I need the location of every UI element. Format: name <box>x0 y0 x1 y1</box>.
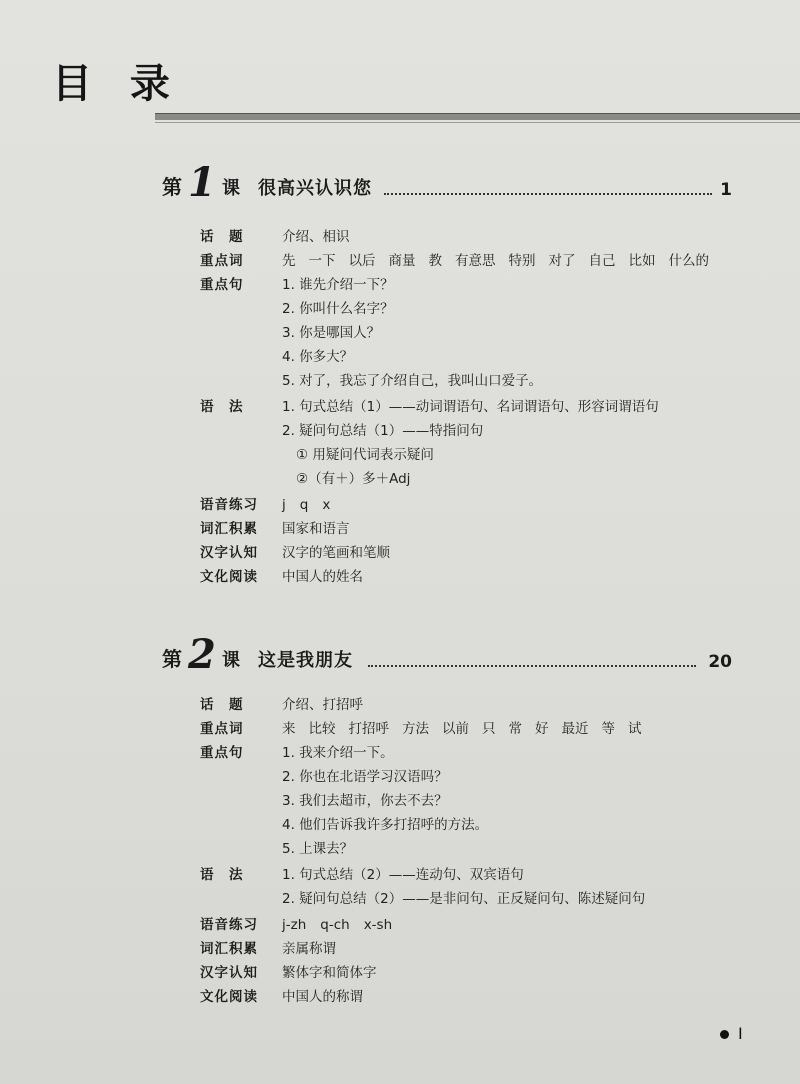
phonetics-label: 语音练习 <box>200 497 258 513</box>
vocab-label: 词汇积累 <box>200 521 258 537</box>
sentences-label: 重点句 <box>200 277 244 293</box>
page-title: 目 录 <box>52 61 182 107</box>
vocab-label: 词汇积累 <box>200 941 258 957</box>
hanzi-value: 汉字的笔画和笔顺 <box>282 545 390 561</box>
vocab-value: 国家和语言 <box>282 521 350 537</box>
phonetic-item: j <box>282 497 286 513</box>
keyword: 只 <box>482 721 496 737</box>
keyword: 以前 <box>442 721 469 737</box>
keyword: 比如 <box>628 253 656 269</box>
grammar-item: 1. 句式总结（2）——连动句、双宾语句 <box>282 867 524 883</box>
sentence: 4. 他们告诉我许多打招呼的方法。 <box>282 817 489 833</box>
lesson-number: 2 <box>188 631 216 678</box>
topic-value: 介绍、打招呼 <box>282 697 363 713</box>
sentence: 2. 你也在北语学习汉语吗？ <box>282 769 448 785</box>
sentence: 2. 你叫什么名字？ <box>282 301 394 317</box>
hanzi-label: 汉字认知 <box>200 545 258 561</box>
keyword: 方法 <box>402 721 429 737</box>
lesson-number: 1 <box>188 159 216 206</box>
phonetic-item: x <box>322 497 331 513</box>
keywords-label: 重点词 <box>200 253 244 269</box>
grammar-subitem: ②（有＋）多＋Adj <box>296 471 411 487</box>
culture-value: 中国人的称谓 <box>282 989 363 1005</box>
lesson-prefix: 第 <box>162 647 182 671</box>
vocab-value: 亲属称谓 <box>282 941 336 957</box>
grammar-item: 2. 疑问句总结（1）——特指问句 <box>282 423 484 439</box>
keywords-list <box>282 718 655 740</box>
keyword: 比较 <box>308 721 336 737</box>
culture-label: 文化阅读 <box>200 989 258 1005</box>
sentence: 5. 对了，我忘了介绍自己，我叫山口爱子。 <box>282 373 543 389</box>
sentence: 4. 你多大？ <box>282 349 354 365</box>
sentence: 3. 我们去超市，你去不去？ <box>282 793 448 809</box>
keyword: 以后 <box>348 253 376 269</box>
topic-label: 话 题 <box>200 229 244 245</box>
keyword: 最近 <box>561 721 589 737</box>
keywords-label: 重点词 <box>200 721 244 737</box>
keyword: 教 <box>428 253 442 269</box>
culture-label: 文化阅读 <box>200 569 258 585</box>
title-rule-thin <box>155 122 800 123</box>
culture-value: 中国人的姓名 <box>282 569 363 585</box>
grammar-item: 1. 句式总结（1）——动词谓语句、名词谓语句、形容词谓语句 <box>282 399 659 415</box>
topic-label: 话 题 <box>200 697 244 713</box>
keyword: 好 <box>535 721 549 737</box>
phonetic-item: j-zh <box>282 917 307 933</box>
keyword: 商量 <box>388 253 416 269</box>
hanzi-value: 繁体字和简体字 <box>282 965 377 981</box>
sentence: 3. 你是哪国人？ <box>282 325 381 341</box>
lesson-page-number: 20 <box>708 652 732 672</box>
lesson-suffix: 课 <box>222 650 240 671</box>
lesson-2-heading[interactable] <box>162 632 732 676</box>
lesson-suffix: 课 <box>222 178 240 199</box>
lesson-prefix: 第 <box>162 175 182 199</box>
phonetics-label: 语音练习 <box>200 917 258 933</box>
topic-value: 介绍、相识 <box>282 229 350 245</box>
page-number: I <box>738 1024 743 1043</box>
sentence: 5. 上课去？ <box>282 841 354 857</box>
phonetic-item: q-ch <box>320 917 350 933</box>
leader-dots <box>384 193 712 195</box>
sentence: 1. 谁先介绍一下？ <box>282 277 394 293</box>
footer-bullet-icon <box>720 1030 729 1039</box>
phonetic-item: x-sh <box>363 917 393 933</box>
lesson-title: 很高兴认识您 <box>258 178 372 199</box>
sentence: 1. 我来介绍一下。 <box>282 745 394 761</box>
keyword: 特别 <box>508 253 536 269</box>
keyword: 先 <box>282 253 296 269</box>
title-rule <box>155 113 800 120</box>
grammar-label: 语 法 <box>200 867 244 883</box>
keyword: 来 <box>282 721 296 737</box>
keyword: 什么的 <box>668 253 709 269</box>
lesson-page-number: 1 <box>720 180 732 200</box>
phonetics-list <box>282 494 344 516</box>
keywords-list <box>282 250 722 272</box>
sentences-label: 重点句 <box>200 745 244 761</box>
lesson-title: 这是我朋友 <box>258 650 353 671</box>
keyword: 一下 <box>308 253 336 269</box>
hanzi-label: 汉字认知 <box>200 965 258 981</box>
keyword: 打招呼 <box>348 721 389 737</box>
keyword: 试 <box>628 721 642 737</box>
keyword: 等 <box>601 721 615 737</box>
keyword: 对了 <box>548 253 576 269</box>
grammar-item: 2. 疑问句总结（2）——是非问句、正反疑问句、陈述疑问句 <box>282 891 646 907</box>
keyword: 有意思 <box>455 253 496 269</box>
grammar-subitem: ① 用疑问代词表示疑问 <box>296 447 434 463</box>
leader-dots <box>368 665 696 667</box>
keyword: 自己 <box>588 253 616 269</box>
grammar-label: 语 法 <box>200 399 244 415</box>
keyword: 常 <box>508 721 522 737</box>
phonetic-item: q <box>299 497 309 513</box>
lesson-1-heading[interactable] <box>162 160 732 204</box>
phonetics-list <box>282 914 406 936</box>
